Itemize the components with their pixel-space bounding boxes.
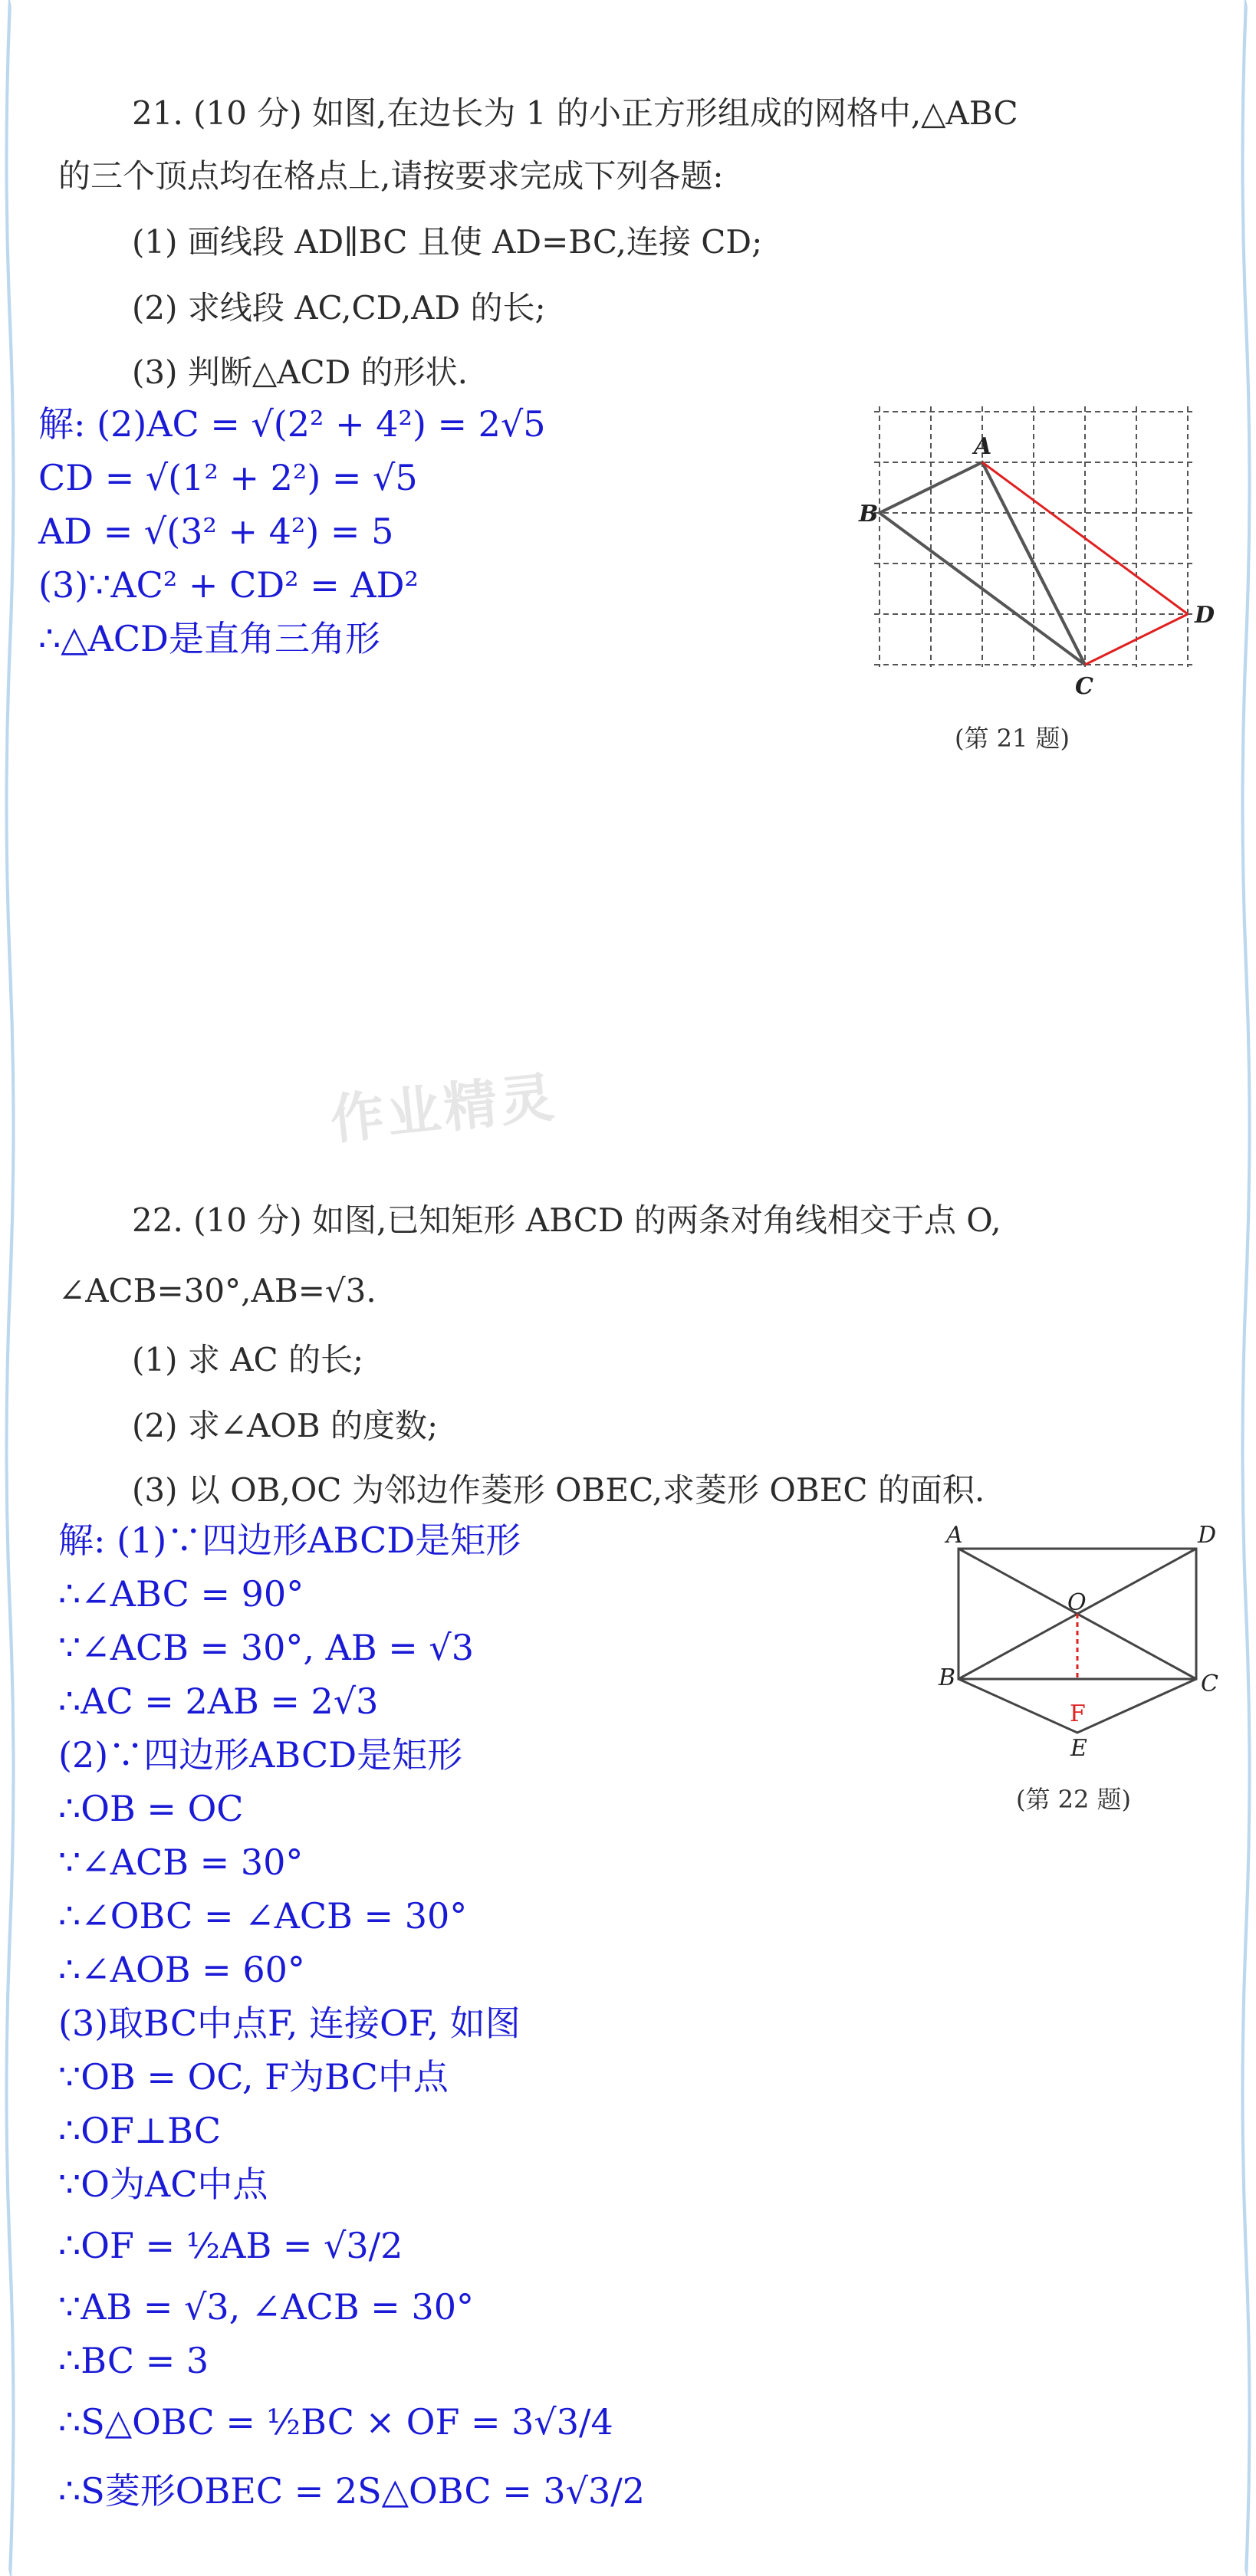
q22-solution-line-4: ∴AC = 2AB = 2√3	[58, 1681, 379, 1722]
q21-part-1: (1) 画线段 AD∥BC 且使 AD=BC,连接 CD;	[132, 223, 763, 261]
q21-part-3: (3) 判断△ACD 的形状.	[132, 353, 468, 391]
label-b: B	[939, 1664, 956, 1691]
label-c: C	[1201, 1671, 1218, 1697]
watermark: 作业精灵	[327, 1065, 561, 1152]
q22-part-2: (2) 求∠AOB 的度数;	[132, 1407, 439, 1444]
q22-solution-line-15: ∵AB = √3, ∠ACB = 30°	[58, 2286, 474, 2328]
label-e: E	[1070, 1735, 1087, 1762]
q22-line-1: 22. (10 分) 如图,已知矩形 ABCD 的两条对角线相交于点 O,	[132, 1201, 1001, 1239]
q22-solution-line-5: (2)∵四边形ABCD是矩形	[58, 1734, 463, 1776]
q22-solution-line-2: ∴∠ABC = 90°	[58, 1573, 304, 1615]
q22-solution-line-1: 解: (1)∵四边形ABCD是矩形	[58, 1520, 521, 1561]
label-o: O	[1067, 1589, 1087, 1616]
label-a: A	[946, 1522, 963, 1549]
q22-solution-line-14: ∴OF = ½AB = √3/2	[58, 2225, 403, 2266]
q22-solution-line-11: ∵OB = OC, F为BC中点	[58, 2056, 449, 2098]
label-d: D	[1198, 1522, 1217, 1549]
q22-solution-line-9: ∴∠AOB = 60°	[58, 1949, 305, 1990]
q21-part-2: (2) 求线段 AC,CD,AD 的长;	[132, 289, 546, 327]
q22-part-1: (1) 求 AC 的长;	[132, 1341, 364, 1378]
q21-line-2: 的三个顶点均在格点上,请按要求完成下列各题:	[58, 157, 724, 195]
left-border-decoration	[2, 0, 18, 2576]
label-f: F	[1070, 1700, 1086, 1727]
right-border-decoration	[1238, 0, 1254, 2576]
q22-solution-line-7: ∵∠ACB = 30°	[58, 1842, 304, 1883]
label-b: B	[859, 501, 879, 527]
q22-line-2: ∠ACB=30°,AB=√3.	[58, 1272, 376, 1309]
q21-line-1: 21. (10 分) 如图,在边长为 1 的小正方形组成的网格中,△ABC	[132, 94, 1018, 132]
q21-solution-line-3: AD = √(3² + 4²) = 5	[38, 511, 394, 552]
label-d: D	[1195, 602, 1215, 629]
q21-solution-line-5: ∴△ACD是直角三角形	[38, 618, 380, 659]
q22-figure-caption: (第 22 题)	[1016, 1785, 1132, 1814]
q22-solution-line-17: ∴S△OBC = ½BC × OF = 3√3/4	[58, 2401, 613, 2443]
q21-figure-caption: (第 21 题)	[955, 724, 1070, 753]
q22-rectangle-figure	[935, 1518, 1227, 1771]
q22-solution-line-6: ∴OB = OC	[58, 1788, 244, 1829]
q22-solution-line-8: ∴∠OBC = ∠ACB = 30°	[58, 1895, 468, 1937]
q22-solution-line-12: ∴OF⊥BC	[58, 2110, 222, 2151]
q22-solution-line-18: ∴S菱形OBEC = 2S△OBC = 3√3/2	[58, 2470, 645, 2512]
label-a: A	[974, 433, 992, 460]
q21-grid-figure	[859, 399, 1215, 705]
q22-solution-line-16: ∴BC = 3	[58, 2340, 209, 2381]
q21-solution-line-1: 解: (2)AC = √(2² + 4²) = 2√5	[38, 403, 546, 445]
q22-solution-line-10: (3)取BC中点F, 连接OF, 如图	[58, 2003, 521, 2044]
q22-solution-line-3: ∵∠ACB = 30°, AB = √3	[58, 1627, 474, 1668]
q21-solution-line-2: CD = √(1² + 2²) = √5	[38, 457, 418, 498]
label-c: C	[1075, 673, 1093, 700]
q21-solution-line-4: (3)∵AC² + CD² = AD²	[38, 564, 419, 606]
q22-part-3: (3) 以 OB,OC 为邻边作菱形 OBEC,求菱形 OBEC 的面积.	[132, 1471, 985, 1509]
q22-solution-line-13: ∵O为AC中点	[58, 2164, 268, 2205]
